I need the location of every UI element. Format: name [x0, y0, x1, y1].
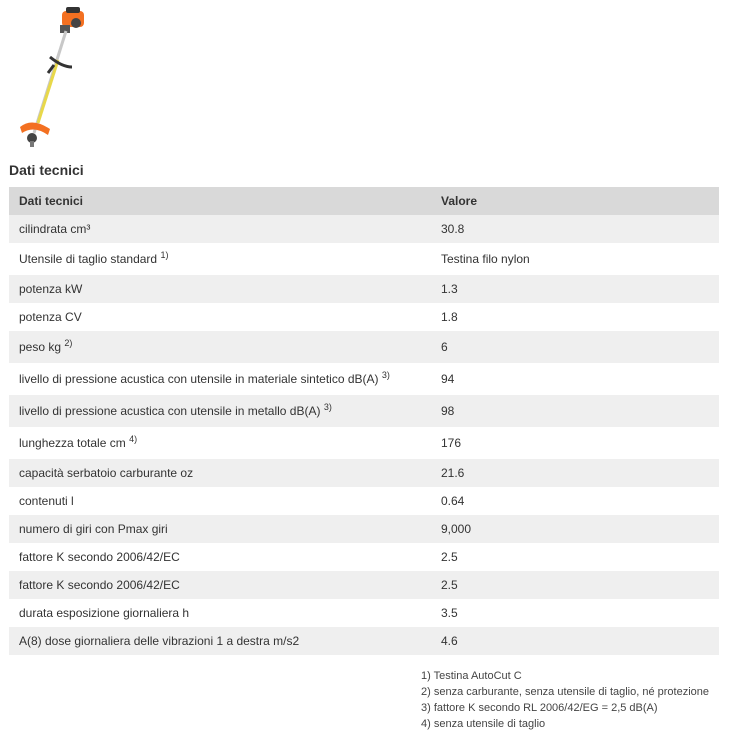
- row-label: lunghezza totale cm $^{4)}$: [19, 434, 138, 450]
- row-value: 176: [441, 436, 462, 450]
- row-value: 4.6: [441, 634, 458, 648]
- row-value: 3.5: [441, 606, 458, 620]
- row-label: numero di giri con Pmax giri: [19, 522, 168, 536]
- row-label: fattore K secondo 2006/42/EC: [19, 550, 180, 564]
- table-row: [9, 627, 719, 655]
- row-value: 9,000: [441, 522, 472, 536]
- column-header-value: Valore: [431, 187, 719, 215]
- table-row: [9, 515, 719, 543]
- row-value: 0.64: [441, 494, 465, 508]
- table-row: [9, 427, 719, 459]
- row-value: 1.3: [441, 282, 458, 296]
- table-row: [9, 331, 719, 363]
- table-row: [9, 487, 719, 515]
- table-header-row: [9, 187, 719, 215]
- row-value: 98: [441, 404, 455, 418]
- row-label: contenuti l: [19, 494, 74, 508]
- row-label: livello di pressione acustica con utensile in metallo dB(A) $^{3)}$: [19, 402, 332, 418]
- section-title: Dati tecnici: [9, 162, 84, 178]
- row-value: 2.5: [441, 550, 458, 564]
- footnote-ref: 3): [323, 402, 332, 412]
- footnote: 4) senza utensile di taglio: [421, 718, 546, 730]
- row-value: 1.8: [441, 310, 458, 324]
- table-row: [9, 243, 719, 275]
- footnote-ref: 3): [381, 370, 390, 380]
- row-value: 2.5: [441, 578, 458, 592]
- table-row: [9, 215, 719, 243]
- footnote-ref: 2): [64, 338, 73, 348]
- specs-table: [9, 187, 719, 655]
- row-value: Testina filo nylon: [441, 252, 530, 266]
- table-row: [9, 459, 719, 487]
- footnote-ref: 1): [160, 250, 169, 260]
- table-row: [9, 571, 719, 599]
- footnotes-list: [421, 668, 709, 732]
- table-row: [9, 363, 719, 395]
- row-label: fattore K secondo 2006/42/EC: [19, 578, 180, 592]
- row-label: A(8) dose giornaliera delle vibrazioni 1 a destra m/s2: [19, 634, 300, 648]
- table-row: [9, 599, 719, 627]
- row-label: peso kg $^{2)}$: [19, 338, 73, 354]
- row-label: durata esposizione giornaliera h: [19, 606, 190, 620]
- row-label: Utensile di taglio standard $^{1)}$: [19, 250, 169, 266]
- row-value: 21.6: [441, 466, 465, 480]
- table-row: [9, 275, 719, 303]
- table-row: [9, 395, 719, 427]
- row-label: potenza CV: [19, 310, 82, 324]
- row-label: cilindrata cm³: [19, 222, 91, 236]
- table-row: [9, 543, 719, 571]
- row-value: 6: [441, 340, 448, 354]
- column-header-label: Dati tecnici: [9, 187, 431, 215]
- row-value: 30.8: [441, 222, 465, 236]
- row-label: potenza kW: [19, 282, 83, 296]
- row-label: livello di pressione acustica con utensile in materiale sintetico dB(A) $^{3)}$: [19, 370, 390, 386]
- footnote-ref: 4): [129, 434, 138, 444]
- table-row: [9, 303, 719, 331]
- footnote: 2) senza carburante, senza utensile di taglio, né protezione: [421, 686, 710, 698]
- row-label: capacità serbatoio carburante oz: [19, 466, 194, 480]
- footnote: 3) fattore K secondo RL 2006/42/EG = 2,5 dB(A): [421, 702, 658, 714]
- product-image-trimmer: [10, 5, 90, 150]
- footnote: 1) Testina AutoCut C: [421, 670, 522, 682]
- row-value: 94: [441, 372, 455, 386]
